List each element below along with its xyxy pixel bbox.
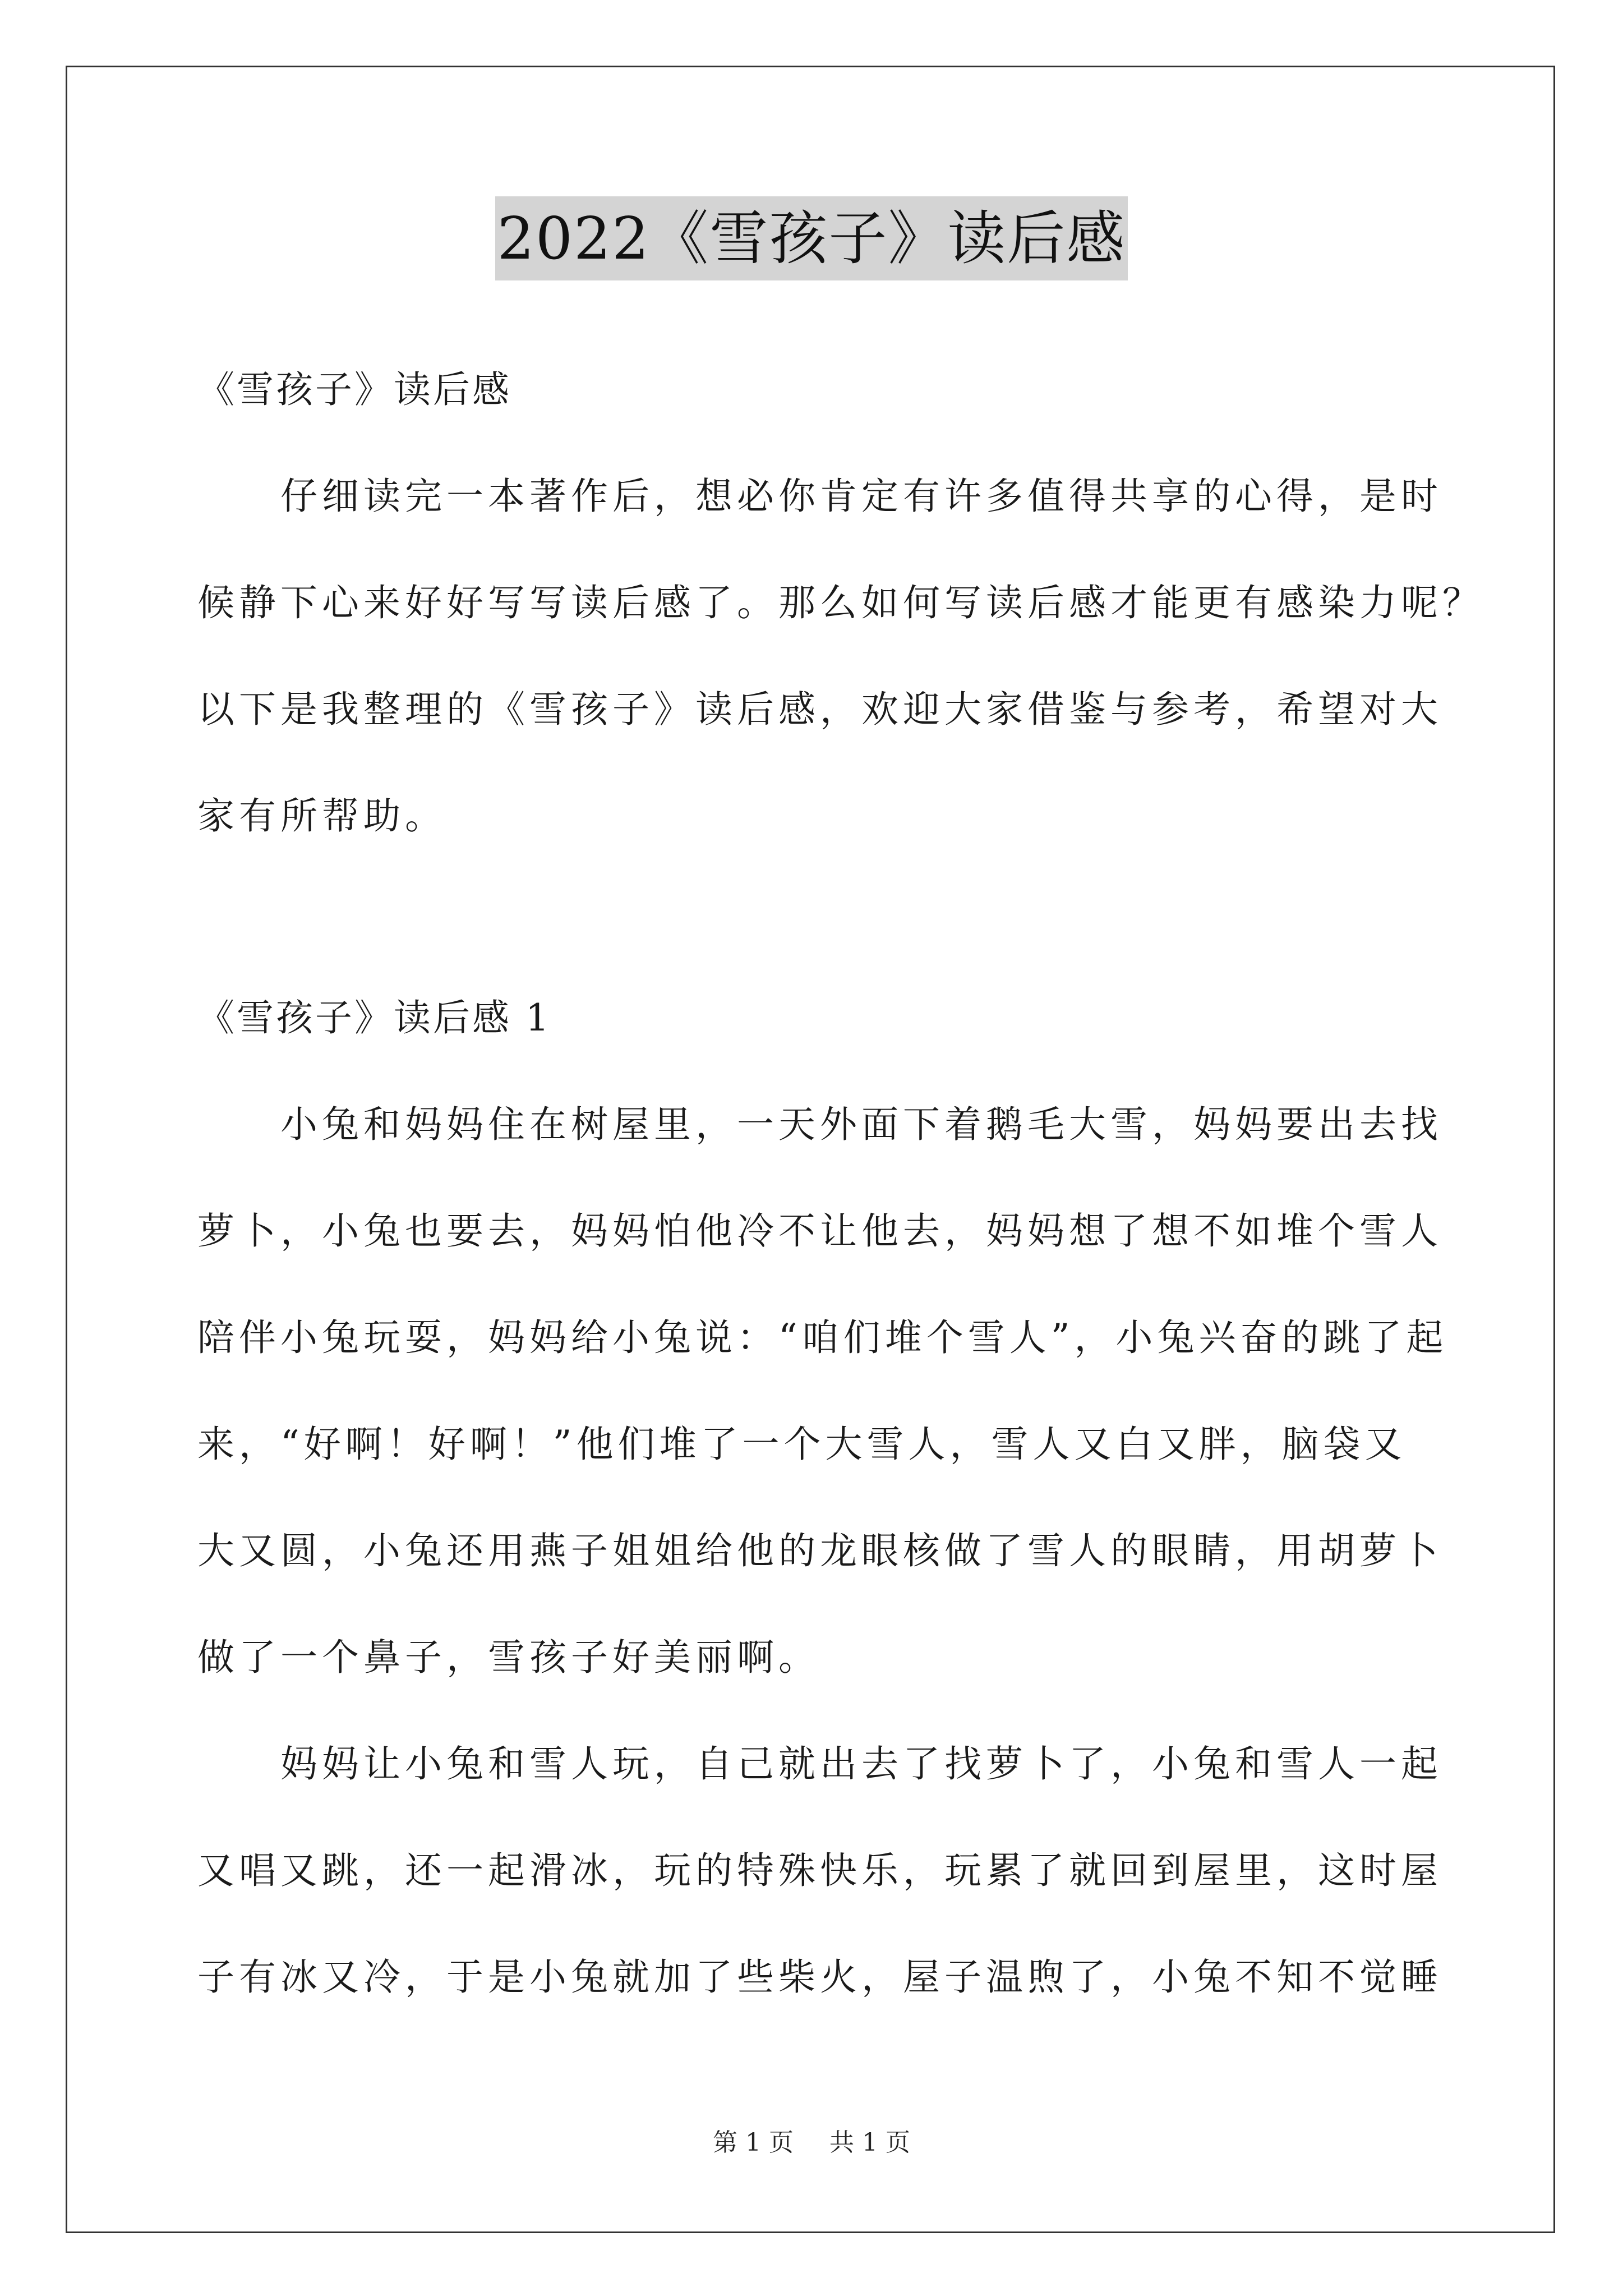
- paragraph-line: 又唱又跳，还一起滑冰，玩的特殊快乐，玩累了就回到屋里，这时屋: [197, 1849, 1442, 1892]
- document-body: [197, 337, 1484, 2031]
- paragraph-line: 妈妈让小兔和雪人玩，自己就出去了找萝卜了，小兔和雪人一起: [280, 1742, 1442, 1786]
- section1-paragraph-1: [197, 1071, 1448, 1711]
- page-footer: [0, 2126, 1623, 2160]
- paragraph-line: 陪伴小兔玩耍，妈妈给小兔说：“咱们堆个雪人”，小兔兴奋的跳了起: [197, 1316, 1448, 1359]
- page-number: 第 1 页: [713, 2128, 794, 2157]
- paragraph-line: 家有所帮助。: [197, 794, 446, 838]
- paragraph-line: 子有冰又冷，于是小兔就加了些柴火，屋子温煦了，小兔不知不觉睡: [197, 1955, 1442, 1999]
- title-container: [0, 196, 1623, 280]
- page-total: 共 1 页: [829, 2128, 910, 2157]
- paragraph-line: 仔细读完一本著作后，想必你肯定有许多值得共享的心得，是时: [280, 475, 1442, 518]
- section1-paragraph-2: [197, 1711, 1442, 2031]
- intro-paragraph: [197, 443, 1484, 869]
- paragraph-line: 大又圆，小兔还用燕子姐姐给他的龙眼核做了雪人的眼睛，用胡萝卜: [197, 1529, 1442, 1572]
- paragraph-line: 候静下心来好好写写读后感了。那么如何写读后感才能更有感染力呢？: [197, 581, 1484, 624]
- intro-heading: 《雪孩子》读后感: [197, 368, 511, 411]
- document-title: 2022《雪孩子》读后感: [495, 196, 1128, 280]
- paragraph-line: 做了一个鼻子，雪孩子好美丽啊。: [197, 1636, 820, 1679]
- section-gap: [197, 869, 1442, 965]
- paragraph-line: 来，“好啊！好啊！”他们堆了一个大雪人，雪人又白又胖，脑袋又: [197, 1423, 1407, 1466]
- paragraph-line: 小兔和妈妈住在树屋里，一天外面下着鹅毛大雪，妈妈要出去找: [280, 1103, 1442, 1146]
- paragraph-line: 萝卜，小兔也要去，妈妈怕他冷不让他去，妈妈想了想不如堆个雪人: [197, 1209, 1442, 1253]
- section1-heading: 《雪孩子》读后感 1: [197, 996, 551, 1039]
- paragraph-line: 以下是我整理的《雪孩子》读后感，欢迎大家借鉴与参考，希望对大: [197, 688, 1442, 731]
